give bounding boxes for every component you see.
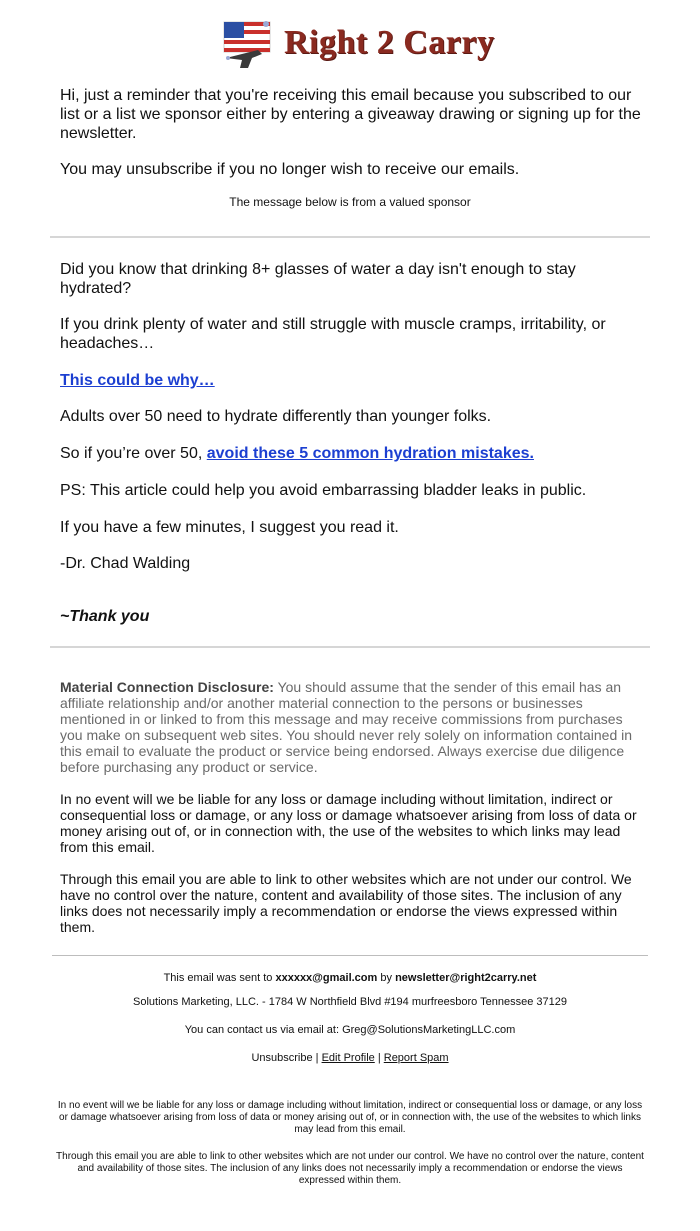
hydration-mistakes-link[interactable]: avoid these 5 common hydration mistakes. <box>206 445 534 462</box>
divider-footer <box>52 955 648 956</box>
message-p1: Did you know that drinking 8+ glasses of water a day isn't enough to stay hydrated? <box>60 261 576 297</box>
divider-top <box>50 236 650 238</box>
external-links-text: Through this email you are able to link to other websites which are not under our control. We have no control over the nature, content and availability of those sites. The inclusion of any links does not necessarily imply a recommendation or endorse the views expressed within them. <box>60 871 632 935</box>
message-p6: If you have a few minutes, I suggest you read it. <box>60 519 399 536</box>
report-spam-link[interactable]: Report Spam <box>383 1052 449 1064</box>
this-could-be-why-link[interactable]: This could be why… <box>60 372 215 389</box>
link-separator: | <box>377 1052 381 1064</box>
signature: -Dr. Chad Walding <box>60 555 191 572</box>
material-disclosure <box>60 679 645 775</box>
intro-unsubscribe-note: You may unsubscribe if you no longer wish to receive our emails. <box>60 161 520 178</box>
footer-external-links-small: Through this email you are able to link to other websites which are not under our control. We have no control over the nature, content and availability of those sites. The inclusion of any links does not necessarily imply a recommendation or endorse the views expressed within them. <box>56 1151 644 1186</box>
liability-text: In no event will we be liable for any loss or damage including without limitation, indirect or consequential loss or damage, or any loss or damage whatsoever arising from loss of data or money arising out of, or in connection with, the use of the websites to which links may lead from this email. <box>60 791 637 855</box>
message-p5: PS: This article could help you avoid embarrassing bladder leaks in public. <box>60 482 587 499</box>
sent-by: by <box>380 972 392 984</box>
unsubscribe-link[interactable]: Unsubscribe <box>251 1052 313 1064</box>
intro-reminder: Hi, just a reminder that you're receiving this email because you subscribed to our list or a list we sponsor either by entering a giveaway drawing or signing up for the newsletter. <box>60 87 641 142</box>
link-separator: | <box>315 1052 319 1064</box>
sent-to-line <box>0 972 700 984</box>
sponsor-note: The message below is from a valued sponsor <box>229 195 471 209</box>
company-address: Solutions Marketing, LLC. - 1784 W Northfield Blvd #194 murfreesboro Tennessee 37129 <box>133 996 567 1008</box>
message-p4 <box>60 444 645 463</box>
message-p3: Adults over 50 need to hydrate differently than younger folks. <box>60 408 492 425</box>
recipient-email: xxxxxx@gmail.com <box>275 972 378 984</box>
logo[interactable] <box>0 8 700 72</box>
message-p2: If you drink plenty of water and still struggle with muscle cramps, irritability, or headaches… <box>60 316 606 352</box>
message-p4-prefix: So if you’re over 50, <box>60 445 203 462</box>
sent-prefix: This email was sent to <box>163 972 273 984</box>
logo-text: Right 2 Carry <box>284 24 495 61</box>
divider-middle <box>50 646 650 648</box>
footer-links <box>0 1052 700 1064</box>
thank-you: ~Thank you <box>60 608 150 625</box>
footer-liability-small: In no event will we be liable for any loss or damage including without limitation, indirect or consequential loss or damage, or any loss or damage whatsoever arising from loss of data or money arising out of, or in connection with, the use of the websites to which links may lead from this email. <box>57 1100 643 1135</box>
contact-line: You can contact us via email at: Greg@SolutionsMarketingLLC.com <box>184 1024 516 1036</box>
disclosure-heading: Material Connection Disclosure: <box>60 679 274 695</box>
flag-handgun-icon <box>218 14 278 70</box>
edit-profile-link[interactable]: Edit Profile <box>321 1052 375 1064</box>
sender-email: newsletter@right2carry.net <box>395 972 537 984</box>
disclosure-body: You should assume that the sender of this email has an affiliate relationship and/or another material connection to the persons or businesses mentioned in or linked to from this message and may receive commissions from purchases you make on subsequent web sites. You should never rely solely on information contained in this email to evaluate the product or service being endorsed. Always exercise due diligence before purchasing any product or service. <box>60 679 633 775</box>
message-link-line <box>60 371 645 390</box>
